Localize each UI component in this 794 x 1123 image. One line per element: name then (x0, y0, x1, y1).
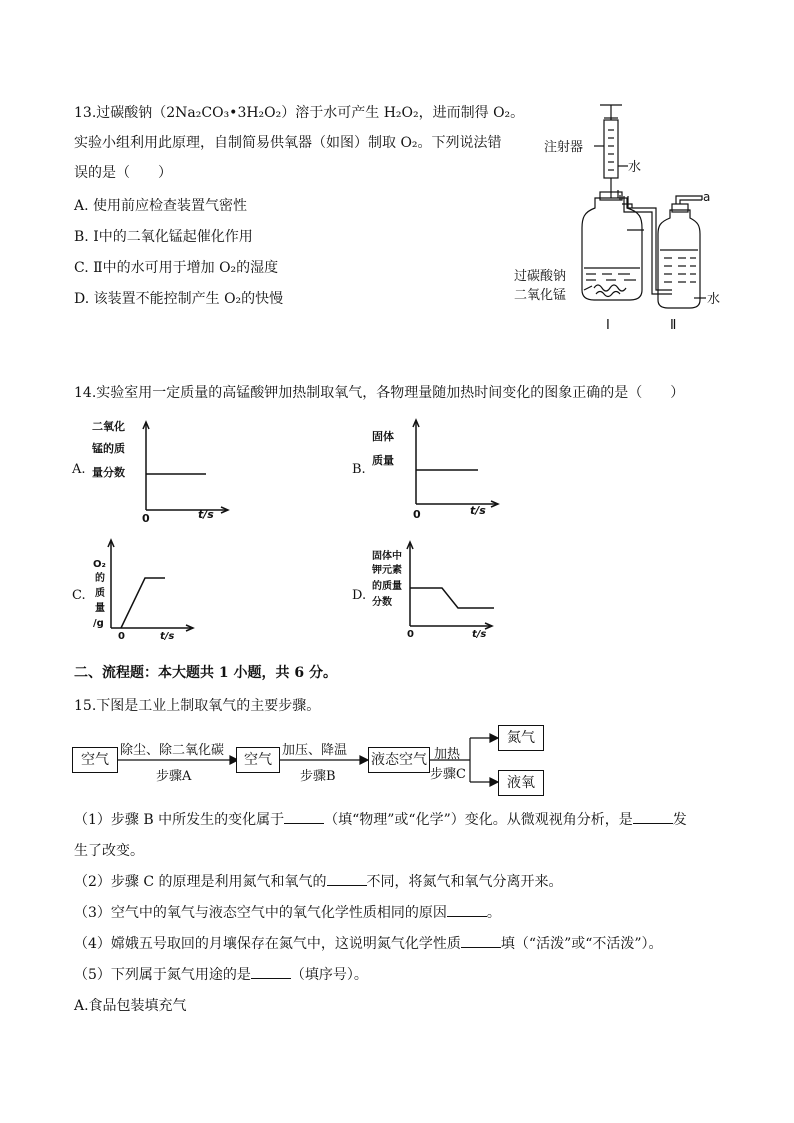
q15-sub3-text-b: 。 (486, 905, 501, 921)
flow-box-air-2: 空气 (236, 747, 280, 773)
outlet-a-label: a (703, 190, 711, 204)
q15-sub5 (74, 966, 368, 984)
graph-d-ylabel-3: 的质量 (372, 581, 402, 592)
graph-a-xlabel: t/s (198, 508, 214, 521)
q15-sub3-text-a: （3）空气中的氧气与液态空气中的氧气化学性质相同的原因 (74, 905, 447, 921)
flow-box-liquid-air: 液态空气 (368, 747, 430, 773)
graph-c-ylabel-5: /g (93, 618, 104, 629)
answer-blank[interactable] (461, 935, 501, 948)
answer-blank[interactable] (447, 904, 487, 917)
flow-box-nitrogen: 氮气 (498, 725, 544, 751)
q15-sub1-line1 (74, 811, 687, 829)
graph-c (105, 538, 195, 634)
graph-a (140, 420, 230, 520)
flow-step-c-top: 加热 (434, 747, 461, 762)
flow-box-air-1: 空气 (72, 747, 118, 773)
graph-c-ylabel-4: 量 (95, 603, 105, 614)
q15-sub2 (74, 873, 563, 891)
graph-d (404, 540, 504, 630)
graph-d-ylabel-1: 固体中 (372, 551, 402, 562)
flow-step-b-top: 加压、降温 (282, 743, 348, 758)
answer-blank[interactable] (284, 811, 324, 824)
graph-b-ylabel-2: 质量 (372, 454, 394, 467)
reagent1-label: 过碳酸钠 (514, 269, 567, 284)
section-2-title: 二、流程题：本大题共 1 小题，共 6 分。 (74, 665, 337, 681)
graph-c-ylabel-1: O₂ (93, 559, 106, 570)
graph-a-origin: 0 (142, 512, 150, 525)
reagent2-label: 二氧化锰 (514, 288, 567, 303)
q15-sub2-text-b: 不同，将氮气和氧气分离开来。 (366, 874, 563, 890)
water-right-label: 水 (707, 292, 721, 307)
q13-option-d: D. 该装置不能控制产生 O₂的快慢 (74, 291, 284, 307)
q13-option-a: A. 使用前应检查装置气密性 (74, 198, 248, 214)
q15-sub4-text-b: 填（“活泼”或“不活泼”）。 (500, 936, 663, 952)
graph-d-ylabel-4: 分数 (372, 597, 392, 608)
flow-step-c-bottom: 步骤C (430, 767, 466, 782)
q15-sub2-text-a: （2）步骤 C 的原理是利用氮气和氧气的 (74, 874, 327, 890)
flow-step-a-bottom: 步骤A (156, 769, 192, 784)
graph-a-ylabel-1: 二氧化 (92, 420, 125, 433)
q15-sub4-text-a: （4）嫦娥五号取回的月壤保存在氮气中，这说明氮气化学性质 (74, 936, 461, 952)
answer-blank[interactable] (633, 811, 673, 824)
q15-sub3 (74, 904, 501, 922)
graph-d-origin: 0 (407, 629, 414, 640)
q15-option-a: A.食品包装填充气 (74, 998, 187, 1014)
q15-sub1-line2: 生了改变。 (74, 843, 144, 859)
q13-option-c: C. Ⅱ中的水可用于增加 O₂的湿度 (74, 260, 279, 276)
answer-blank[interactable] (251, 966, 291, 979)
bottle-1-label: Ⅰ (606, 318, 610, 333)
graph-a-ylabel-3: 量分数 (92, 466, 125, 479)
q15-sub1-text-c: 发 (672, 812, 687, 828)
q15-sub5-text-b: （填序号）。 (290, 967, 368, 983)
q13-line1: 13.过碳酸钠（2Na₂CO₃•3H₂O₂）溶于水可产生 H₂O₂，进而制得 O₂。 (74, 105, 525, 121)
oxygen-generator-figure (500, 100, 740, 340)
graph-b (410, 418, 500, 518)
graph-d-letter: D. (352, 588, 367, 603)
flow-step-b-bottom: 步骤B (300, 769, 336, 784)
graph-c-letter: C. (72, 588, 86, 603)
flow-box-liquid-oxygen: 液氧 (498, 770, 544, 796)
graph-a-letter: A. (72, 462, 86, 477)
graph-b-ylabel-1: 固体 (372, 430, 394, 443)
q13-line3: 误的是（ ） (74, 165, 172, 181)
graph-c-ylabel-3: 质 (95, 588, 105, 599)
graph-c-xlabel: t/s (160, 631, 175, 642)
q15-sub1-text-b: （填“物理”或“化学”）变化。从微观视角分析，是 (324, 812, 633, 828)
q13-option-b: B. Ⅰ中的二氧化锰起催化作用 (74, 229, 253, 245)
bottle-2-label: Ⅱ (670, 318, 677, 333)
graph-d-ylabel-2: 钾元素 (372, 565, 402, 576)
q15-sub1-text-a: （1）步骤 B 中所发生的变化属于 (74, 812, 285, 828)
graph-d-xlabel: t/s (472, 629, 487, 640)
syringe-label: 注射器 (544, 140, 584, 155)
graph-c-ylabel-2: 的 (95, 573, 105, 584)
q15-stem: 15.下图是工业上制取氧气的主要步骤。 (74, 698, 321, 714)
graph-b-origin: 0 (413, 508, 421, 521)
q15-sub5-text-a: （5）下列属于氮气用途的是 (74, 967, 251, 983)
water-top-label: 水 (628, 160, 642, 175)
graph-b-xlabel: t/s (470, 504, 486, 517)
graph-c-origin: 0 (118, 631, 125, 642)
flow-step-a-top: 除尘、除二氧化碳 (120, 743, 225, 758)
graph-b-letter: B. (352, 462, 366, 477)
answer-blank[interactable] (327, 873, 367, 886)
graph-a-ylabel-2: 锰的质 (92, 442, 125, 455)
q15-sub4 (74, 935, 663, 953)
q13-line2: 实验小组利用此原理，自制简易供氧器（如图）制取 O₂。下列说法错 (74, 135, 502, 151)
process-flow-arrows (70, 720, 550, 800)
q14-stem: 14.实验室用一定质量的高锰酸钾加热制取氧气，各物理量随加热时间变化的图象正确的是（ ） (74, 385, 685, 401)
